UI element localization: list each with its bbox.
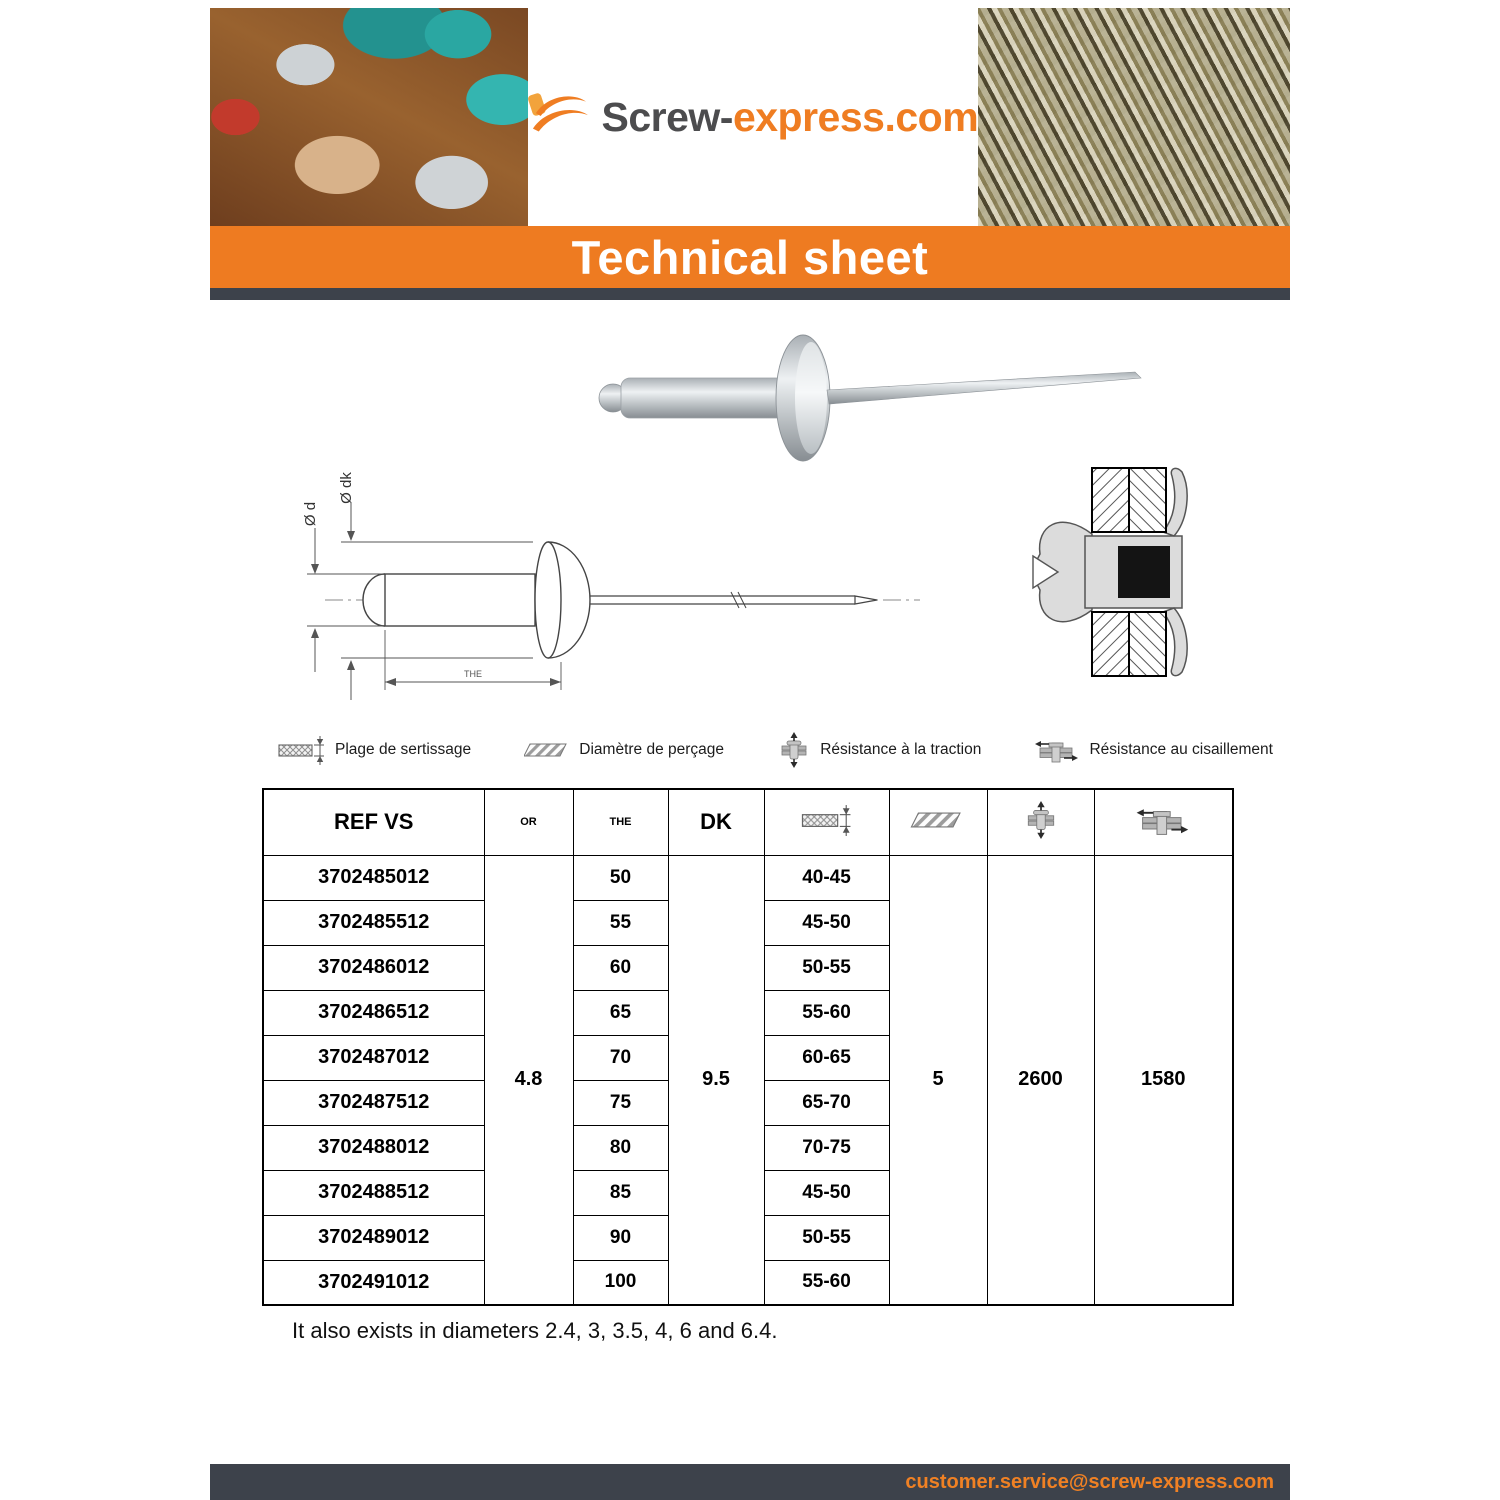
header-drill xyxy=(889,789,987,855)
footer-bar xyxy=(210,1464,1290,1500)
dimension-label-the: THE xyxy=(464,669,482,679)
shear-strength-icon xyxy=(1034,735,1080,765)
header-shear xyxy=(1094,789,1233,855)
the-cell: 90 xyxy=(573,1215,668,1260)
the-cell: 75 xyxy=(573,1080,668,1125)
the-cell: 55 xyxy=(573,900,668,945)
header-or: OR xyxy=(484,789,573,855)
grip-cell: 55-60 xyxy=(764,1260,889,1305)
grip-range-icon xyxy=(278,735,326,765)
header-the: THE xyxy=(573,789,668,855)
drill-value-cell: 5 xyxy=(889,855,987,1305)
footer-email-link[interactable]: customer.service@screw-express.com xyxy=(905,1470,1274,1493)
ref-cell: 3702485512 xyxy=(263,900,484,945)
legend-item-traction xyxy=(777,732,981,768)
ref-cell: 3702489012 xyxy=(263,1215,484,1260)
drill-diameter-icon xyxy=(910,805,966,835)
ref-cell: 3702488012 xyxy=(263,1125,484,1170)
shear-value-cell: 1580 xyxy=(1094,855,1233,1305)
ref-cell: 3702485012 xyxy=(263,855,484,900)
the-cell: 50 xyxy=(573,855,668,900)
header-grip xyxy=(764,789,889,855)
shear-strength-icon xyxy=(1131,802,1195,838)
the-cell: 65 xyxy=(573,990,668,1035)
drill-diameter-icon xyxy=(524,737,570,763)
brand-name-suffix: express.com xyxy=(732,93,979,140)
the-cell: 60 xyxy=(573,945,668,990)
brand-name xyxy=(602,94,979,141)
grip-cell: 45-50 xyxy=(764,1170,889,1215)
grip-cell: 45-50 xyxy=(764,900,889,945)
dk-value-cell: 9.5 xyxy=(668,855,764,1305)
grip-cell: 50-55 xyxy=(764,1215,889,1260)
grip-cell: 65-70 xyxy=(764,1080,889,1125)
traction-value-cell: 2600 xyxy=(987,855,1094,1305)
the-cell: 80 xyxy=(573,1125,668,1170)
tensile-strength-icon xyxy=(1023,800,1059,840)
legend-label: Diamètre de perçage xyxy=(579,741,725,758)
spec-table xyxy=(262,788,1234,1306)
brand-name-prefix: Screw- xyxy=(601,93,733,140)
the-cell: 70 xyxy=(573,1035,668,1080)
ref-cell: 3702486012 xyxy=(263,945,484,990)
tensile-strength-icon xyxy=(777,732,811,768)
grip-cell: 55-60 xyxy=(764,990,889,1035)
dimension-label-d: Ø d xyxy=(302,501,319,527)
page-title: Technical sheet xyxy=(571,230,929,284)
brand-logo xyxy=(528,8,979,226)
diameters-note: It also exists in diameters 2.4, 3, 3.5, 4, 6 and 6.4. xyxy=(292,1318,778,1343)
grip-cell: 70-75 xyxy=(764,1125,889,1170)
banner-photo-screws xyxy=(978,8,1290,226)
banner xyxy=(210,8,1290,226)
divider-bar xyxy=(210,288,1290,300)
grip-range-icon xyxy=(795,804,859,836)
legend-item-shear xyxy=(1034,735,1273,765)
brand-swoosh-icon xyxy=(528,90,590,144)
table-row xyxy=(263,855,1233,900)
ref-cell: 3702491012 xyxy=(263,1260,484,1305)
legend-label: Résistance à la traction xyxy=(820,741,982,758)
table-header-row xyxy=(263,789,1233,855)
legend-item-grip xyxy=(278,735,471,765)
the-cell: 100 xyxy=(573,1260,668,1305)
header-traction xyxy=(987,789,1094,855)
ref-cell: 3702487512 xyxy=(263,1080,484,1125)
ref-cell: 3702486512 xyxy=(263,990,484,1035)
legend-label: Résistance au cisaillement xyxy=(1089,741,1273,758)
or-value-cell: 4.8 xyxy=(484,855,573,1305)
grip-cell: 40-45 xyxy=(764,855,889,900)
header-dk: DK xyxy=(668,789,764,855)
grip-cell: 60-65 xyxy=(764,1035,889,1080)
ref-cell: 3702488512 xyxy=(263,1170,484,1215)
rivet-product-photo xyxy=(575,308,1160,468)
banner-photo-workbench xyxy=(210,8,528,226)
legend-item-drill xyxy=(524,737,724,763)
rivet-cross-section xyxy=(1030,458,1190,686)
the-cell: 85 xyxy=(573,1170,668,1215)
title-bar xyxy=(210,226,1290,288)
legend-label: Plage de sertissage xyxy=(335,741,472,758)
legend xyxy=(278,726,1273,774)
ref-cell: 3702487012 xyxy=(263,1035,484,1080)
grip-cell: 50-55 xyxy=(764,945,889,990)
rivet-technical-drawing xyxy=(265,448,945,723)
dimension-label-dk: Ø dk xyxy=(338,472,355,504)
header-ref: REF VS xyxy=(263,789,484,855)
